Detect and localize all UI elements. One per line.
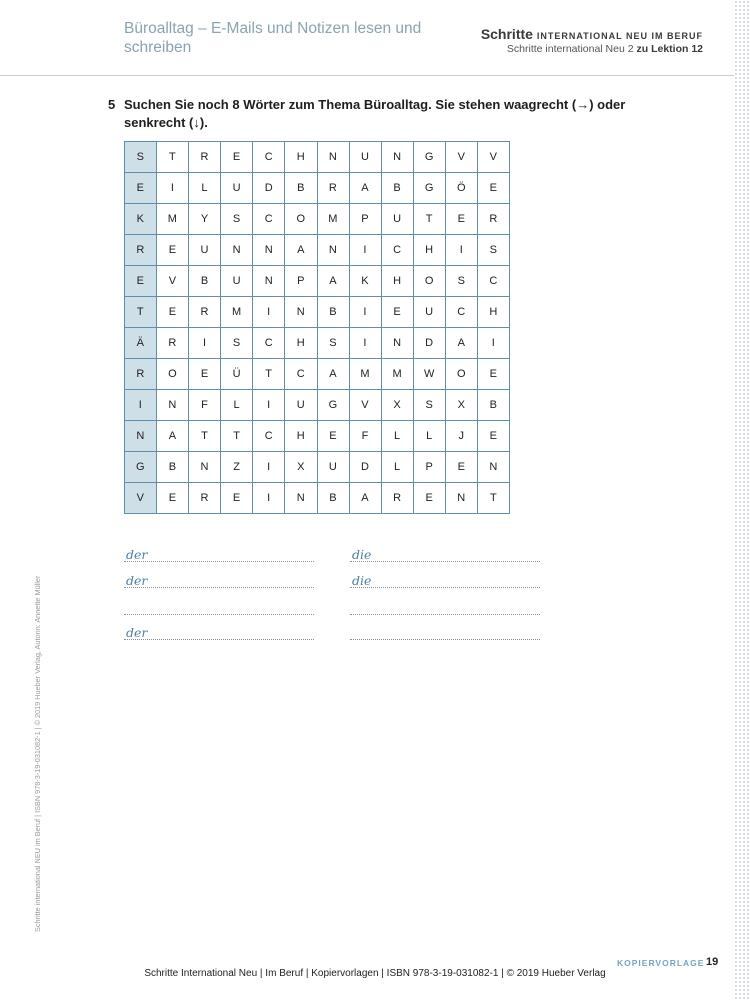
grid-cell[interactable]: S: [317, 328, 349, 359]
grid-cell[interactable]: V: [445, 142, 477, 173]
grid-cell[interactable]: U: [317, 452, 349, 483]
grid-cell[interactable]: R: [189, 297, 221, 328]
task-number: 5: [108, 97, 116, 112]
grid-cell[interactable]: P: [285, 266, 317, 297]
grid-cell[interactable]: E: [189, 359, 221, 390]
brand-title: [481, 26, 703, 42]
grid-cell[interactable]: S: [125, 142, 157, 173]
grid-cell[interactable]: E: [478, 173, 510, 204]
grid-cell[interactable]: N: [445, 483, 477, 514]
page-number: 19: [706, 956, 719, 968]
grid-cell[interactable]: C: [285, 359, 317, 390]
grid-cell[interactable]: I: [253, 297, 285, 328]
grid-cell[interactable]: R: [125, 235, 157, 266]
series-name: Schritte international Neu 2: [506, 43, 634, 55]
grid-cell[interactable]: N: [285, 483, 317, 514]
grid-cell[interactable]: K: [125, 204, 157, 235]
grid-cell[interactable]: H: [285, 421, 317, 452]
answer-line-3-right[interactable]: [350, 598, 540, 615]
grid-cell[interactable]: X: [381, 390, 413, 421]
grid-cell[interactable]: H: [285, 142, 317, 173]
grid-cell[interactable]: B: [189, 266, 221, 297]
grid-cell[interactable]: A: [317, 266, 349, 297]
grid-cell[interactable]: C: [478, 266, 510, 297]
header-divider: [0, 75, 734, 76]
grid-cell[interactable]: H: [381, 266, 413, 297]
grid-cell[interactable]: A: [445, 328, 477, 359]
lesson-ref: zu Lektion 12: [636, 43, 703, 55]
grid-row: [125, 328, 510, 359]
grid-cell[interactable]: E: [381, 297, 413, 328]
grid-cell[interactable]: R: [381, 483, 413, 514]
brand-main: Schritte: [480, 26, 533, 42]
grid-cell[interactable]: R: [317, 173, 349, 204]
answer-line-3-left[interactable]: [124, 598, 314, 615]
article-label: der: [126, 625, 148, 640]
grid-cell[interactable]: M: [157, 204, 189, 235]
grid-cell[interactable]: D: [413, 328, 445, 359]
grid-cell[interactable]: N: [478, 452, 510, 483]
answer-line-4-left[interactable]: [124, 623, 314, 640]
grid-cell[interactable]: N: [317, 235, 349, 266]
grid-cell[interactable]: A: [317, 359, 349, 390]
brand-subtitle: INTERNATIONAL NEU IM BERUF: [536, 31, 703, 41]
grid-cell[interactable]: L: [221, 390, 253, 421]
article-label: der: [126, 573, 148, 588]
grid-cell[interactable]: B: [285, 173, 317, 204]
answer-line-2-left[interactable]: [124, 571, 314, 588]
grid-cell[interactable]: U: [413, 297, 445, 328]
answer-line-1-left[interactable]: [124, 545, 314, 562]
grid-cell[interactable]: I: [349, 297, 381, 328]
grid-cell[interactable]: K: [349, 266, 381, 297]
grid-cell[interactable]: R: [189, 483, 221, 514]
grid-cell[interactable]: G: [317, 390, 349, 421]
grid-cell[interactable]: L: [381, 421, 413, 452]
article-label: die: [352, 547, 372, 562]
grid-cell[interactable]: E: [445, 204, 477, 235]
grid-cell[interactable]: R: [478, 204, 510, 235]
answer-line-1-right[interactable]: [350, 545, 540, 562]
page-topic: Büroalltag – E-Mails und Notizen lesen und schreiben: [124, 20, 422, 56]
grid-cell[interactable]: I: [349, 328, 381, 359]
footer-label: KOPIERVORLAGE: [617, 958, 705, 968]
grid-cell[interactable]: U: [189, 235, 221, 266]
grid-cell[interactable]: X: [445, 390, 477, 421]
series-line: [481, 43, 703, 55]
grid-cell[interactable]: B: [317, 483, 349, 514]
grid-cell[interactable]: N: [221, 235, 253, 266]
side-copyright: Schritte international NEU im Beruf | ISBN 978-3-19-031082-1 | © 2019 Hueber Verlag, Autorin: Annette Müller: [33, 575, 42, 932]
grid-cell[interactable]: T: [157, 142, 189, 173]
grid-cell[interactable]: S: [413, 390, 445, 421]
grid-cell[interactable]: C: [253, 421, 285, 452]
grid-cell[interactable]: B: [478, 390, 510, 421]
grid-cell[interactable]: O: [285, 204, 317, 235]
grid-cell[interactable]: T: [413, 204, 445, 235]
footer-credits: Schritte International Neu | Im Beruf | Kopiervorlagen | ISBN 978-3-19-031082-1 | © 2019 Hueber Verlag: [144, 968, 606, 979]
grid-cell[interactable]: M: [221, 297, 253, 328]
task-text: Suchen Sie noch 8 Wörter zum Thema Büroalltag. Sie stehen waagrecht (→) oder senkrecht (↓).: [124, 97, 626, 130]
grid-cell[interactable]: T: [478, 483, 510, 514]
grid-cell[interactable]: V: [478, 142, 510, 173]
grid-row: [125, 173, 510, 204]
grid-cell[interactable]: A: [157, 421, 189, 452]
grid-row: [125, 359, 510, 390]
grid-cell[interactable]: N: [317, 142, 349, 173]
grid-cell[interactable]: L: [413, 421, 445, 452]
grid-cell[interactable]: A: [285, 235, 317, 266]
grid-cell[interactable]: B: [317, 297, 349, 328]
grid-cell[interactable]: G: [125, 452, 157, 483]
grid-row: [125, 390, 510, 421]
grid-cell[interactable]: C: [445, 297, 477, 328]
grid-row: [125, 204, 510, 235]
grid-cell[interactable]: I: [253, 390, 285, 421]
grid-cell[interactable]: V: [125, 483, 157, 514]
grid-cell[interactable]: S: [478, 235, 510, 266]
grid-cell[interactable]: E: [157, 297, 189, 328]
grid-cell[interactable]: A: [349, 483, 381, 514]
grid-cell[interactable]: M: [349, 359, 381, 390]
dot-pattern-border: [734, 0, 750, 1000]
grid-row: [125, 142, 510, 173]
grid-cell[interactable]: N: [125, 421, 157, 452]
grid-cell[interactable]: U: [285, 390, 317, 421]
word-search-grid: [124, 141, 510, 514]
grid-cell[interactable]: B: [381, 173, 413, 204]
task-instruction: [108, 96, 628, 132]
grid-row: [125, 297, 510, 328]
grid-cell[interactable]: N: [157, 390, 189, 421]
grid-cell[interactable]: T: [253, 359, 285, 390]
grid-cell[interactable]: F: [349, 421, 381, 452]
grid-cell[interactable]: M: [381, 359, 413, 390]
grid-cell[interactable]: N: [189, 452, 221, 483]
grid-cell[interactable]: E: [125, 266, 157, 297]
grid-cell[interactable]: N: [285, 297, 317, 328]
grid-cell[interactable]: I: [125, 390, 157, 421]
grid-cell[interactable]: W: [413, 359, 445, 390]
grid-cell[interactable]: U: [349, 142, 381, 173]
answer-line-4-right[interactable]: [350, 623, 540, 640]
answer-line-2-right[interactable]: [350, 571, 540, 588]
grid-cell[interactable]: N: [381, 142, 413, 173]
grid-cell[interactable]: H: [413, 235, 445, 266]
grid-cell[interactable]: S: [221, 328, 253, 359]
grid-cell[interactable]: Ö: [445, 173, 477, 204]
grid-cell[interactable]: N: [253, 235, 285, 266]
grid-cell[interactable]: E: [317, 421, 349, 452]
grid-cell[interactable]: T: [221, 421, 253, 452]
grid-cell[interactable]: E: [445, 452, 477, 483]
grid-row: [125, 235, 510, 266]
grid-cell[interactable]: A: [349, 173, 381, 204]
grid-cell[interactable]: I: [445, 235, 477, 266]
grid-cell[interactable]: P: [413, 452, 445, 483]
grid-cell[interactable]: I: [349, 235, 381, 266]
grid-cell[interactable]: C: [381, 235, 413, 266]
grid-cell[interactable]: B: [157, 452, 189, 483]
grid-cell[interactable]: O: [413, 266, 445, 297]
grid-cell[interactable]: C: [253, 328, 285, 359]
grid-row: [125, 452, 510, 483]
grid-cell[interactable]: T: [125, 297, 157, 328]
grid-cell[interactable]: U: [221, 266, 253, 297]
grid-cell[interactable]: N: [381, 328, 413, 359]
grid-cell[interactable]: Ä: [125, 328, 157, 359]
series-header: [481, 26, 703, 55]
grid-cell[interactable]: C: [253, 204, 285, 235]
grid-cell[interactable]: C: [253, 142, 285, 173]
grid-cell[interactable]: E: [413, 483, 445, 514]
grid-cell[interactable]: L: [189, 173, 221, 204]
grid-cell[interactable]: M: [317, 204, 349, 235]
grid-cell[interactable]: P: [349, 204, 381, 235]
grid-cell[interactable]: G: [413, 142, 445, 173]
grid-cell[interactable]: X: [285, 452, 317, 483]
grid-cell[interactable]: E: [478, 421, 510, 452]
grid-cell[interactable]: E: [157, 235, 189, 266]
grid-cell[interactable]: D: [349, 452, 381, 483]
grid-cell[interactable]: E: [221, 142, 253, 173]
grid-cell[interactable]: R: [157, 328, 189, 359]
grid-cell[interactable]: E: [157, 483, 189, 514]
grid-cell[interactable]: H: [478, 297, 510, 328]
grid-cell[interactable]: Z: [221, 452, 253, 483]
grid-cell[interactable]: V: [349, 390, 381, 421]
grid-cell[interactable]: S: [445, 266, 477, 297]
grid-cell[interactable]: G: [413, 173, 445, 204]
grid-cell[interactable]: U: [381, 204, 413, 235]
grid-row: [125, 483, 510, 514]
grid-row: [125, 266, 510, 297]
grid-cell[interactable]: Y: [189, 204, 221, 235]
grid-cell[interactable]: E: [221, 483, 253, 514]
grid-cell[interactable]: N: [253, 266, 285, 297]
grid-row: [125, 421, 510, 452]
grid-cell[interactable]: R: [189, 142, 221, 173]
grid-cell[interactable]: H: [285, 328, 317, 359]
grid-cell[interactable]: O: [157, 359, 189, 390]
grid-cell[interactable]: R: [125, 359, 157, 390]
grid-cell[interactable]: U: [221, 173, 253, 204]
grid-cell[interactable]: J: [445, 421, 477, 452]
article-label: der: [126, 547, 148, 562]
grid-cell[interactable]: I: [157, 173, 189, 204]
grid-cell[interactable]: I: [253, 483, 285, 514]
grid-cell[interactable]: E: [125, 173, 157, 204]
grid-cell[interactable]: E: [478, 359, 510, 390]
grid-cell[interactable]: I: [253, 452, 285, 483]
grid-cell[interactable]: T: [189, 421, 221, 452]
grid-cell[interactable]: I: [189, 328, 221, 359]
grid-cell[interactable]: O: [445, 359, 477, 390]
grid-cell[interactable]: S: [221, 204, 253, 235]
article-label: die: [352, 573, 372, 588]
grid-cell[interactable]: V: [157, 266, 189, 297]
grid-cell[interactable]: L: [381, 452, 413, 483]
grid-cell[interactable]: D: [253, 173, 285, 204]
grid-cell[interactable]: F: [189, 390, 221, 421]
grid-cell[interactable]: I: [478, 328, 510, 359]
grid-cell[interactable]: Ü: [221, 359, 253, 390]
